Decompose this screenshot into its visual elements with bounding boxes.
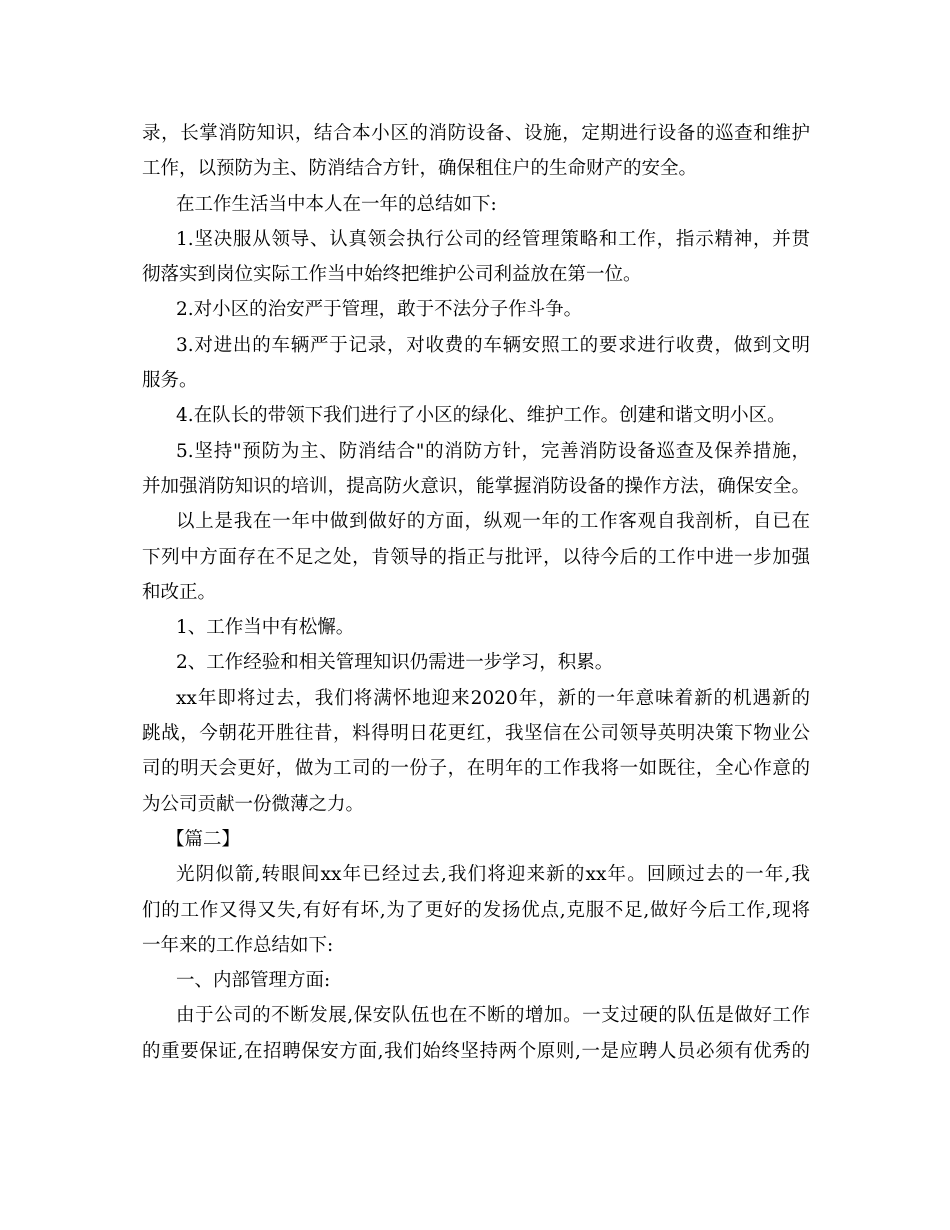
subsection-heading: 一、内部管理方面: [176, 970, 331, 992]
text-line: 彻落实到岗位实际工作当中始终把维护公司利益放在第一位。 [142, 264, 642, 286]
text-line: 司的明天会更好，做为工司的一份子，在明年的工作我将一如既往，全心作意的 [142, 758, 810, 780]
text-line: 们的工作又得又失,有好有坏,为了更好的发扬优点,克服不足,做好今后工作,现将 [142, 899, 810, 921]
text-line: 4.在队长的带领下我们进行了小区的绿化、维护工作。创建和谐文明小区。 [176, 405, 786, 427]
text-line: 以上是我在一年中做到做好的方面，纵观一年的工作客观自我剖析，自已在 [176, 511, 810, 533]
text-line: 录，长掌消防知识，结合本小区的消防设备、设施，定期进行设备的巡查和维护 [142, 123, 810, 144]
text-line: 1.坚决服从领导、认真领会执行公司的经管理策略和工作，指示精神，并贯 [176, 228, 810, 250]
text-line: 2.对小区的治安严于管理，敢于不法分子作斗争。 [176, 299, 583, 321]
text-line: 服务。 [142, 370, 198, 392]
text-line: 并加强消防知识的培训，提高防火意识，能掌握消防设备的操作方法，确保安全。 [142, 475, 810, 497]
text-line: 和改正。 [142, 581, 217, 603]
document-body [142, 116, 810, 1069]
text-line: 光阴似箭,转眼间xx年已经过去,我们将迎来新的xx年。回顾过去的一年,我 [176, 864, 810, 886]
text-line: 由于公司的不断发展,保安队伍也在不断的增加。一支过硬的队伍是做好工作 [176, 1005, 810, 1027]
text-line: 5.坚持"预防为主、防消结合"的消防方针，完善消防设备巡查及保养措施， [176, 440, 810, 462]
text-line: 下列中方面存在不足之处，肯领导的指正与批评，以待今后的工作中进一步加强 [142, 546, 810, 568]
text-line: 在工作生活当中本人在一年的总结如下: [176, 193, 497, 215]
text-line: 1、工作当中有松懈。 [176, 617, 355, 639]
text-line: 3.对进出的车辆严于记录，对收费的车辆安照工的要求进行收费，做到文明 [176, 334, 810, 356]
text-line: 的重要保证,在招聘保安方面,我们始终坚持两个原则,一是应聘人员必须有优秀的 [142, 1040, 810, 1062]
section-heading: 【篇二】 [166, 828, 241, 850]
text-line: 2、工作经验和相关管理知识仍需进一步学习，积累。 [176, 652, 614, 674]
text-line: 一年来的工作总结如下: [142, 934, 334, 956]
text-line: 跳战，今朝花开胜往昔，料得明日花更红，我坚信在公司领导英明决策下物业公 [142, 723, 810, 745]
text-line: 为公司贡献一份微薄之力。 [142, 793, 365, 815]
text-line: 工作，以预防为主、防消结合方针，确保租住户的生命财产的安全。 [142, 158, 698, 180]
text-line: xx年即将过去，我们将满怀地迎来2020年，新的一年意味着新的机遇新的 [176, 687, 810, 709]
